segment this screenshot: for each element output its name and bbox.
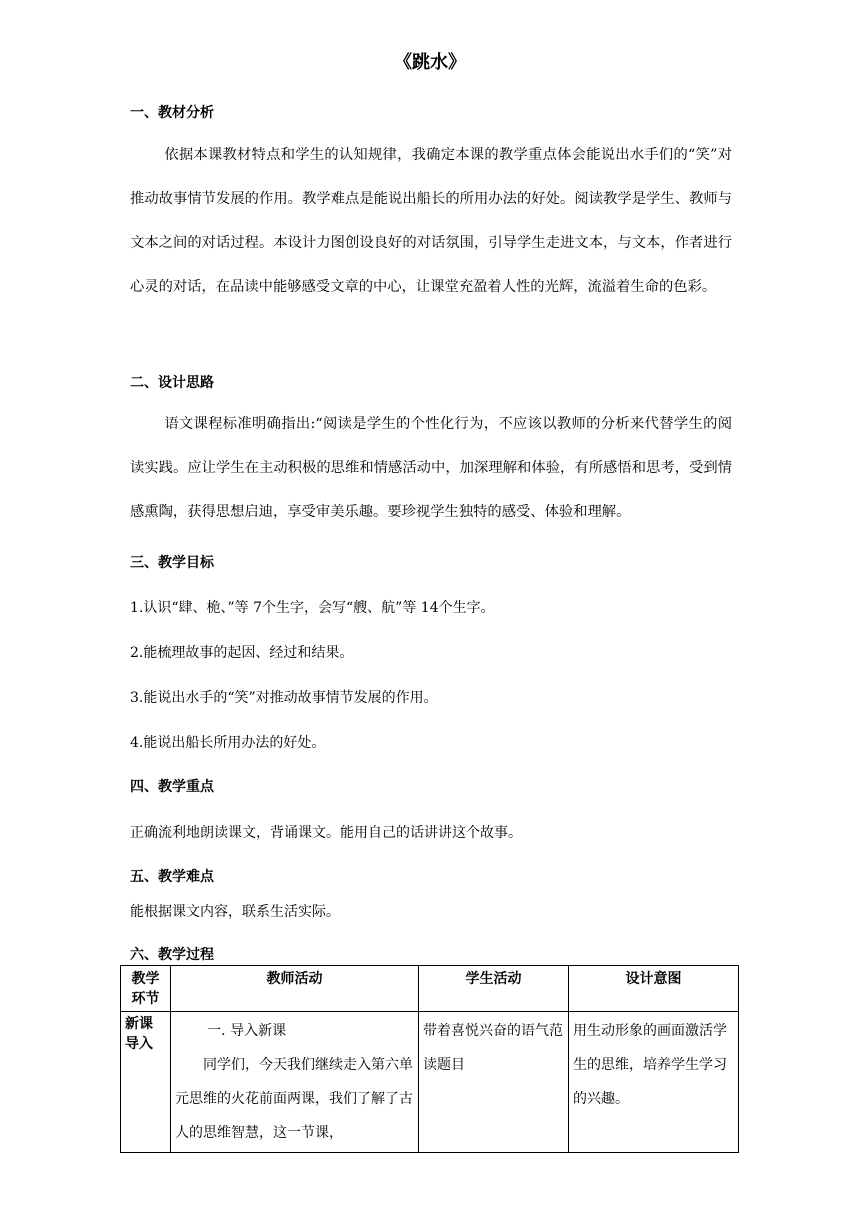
table-header-row — [121, 966, 739, 1012]
student-activity-cell: 带着喜悦兴奋的语气范读题目 — [419, 1012, 569, 1153]
design-intent-cell: 用生动形象的画面激活学生的思维，培养学生学习的兴趣。 — [569, 1012, 739, 1153]
section-heading-design: 二、设计思路 — [130, 375, 214, 391]
section-heading-difficulty: 五、教学难点 — [130, 869, 214, 885]
goal-item: 1.认识“肆、桅、”等 7个生字，会写“艘、航”等 14个生字。 — [130, 600, 495, 616]
table-row — [121, 1012, 739, 1153]
col-header-teacher: 教师活动 — [171, 966, 419, 1012]
goal-item: 2.能梳理故事的起因、经过和结果。 — [130, 645, 354, 661]
col-header-intent: 设计意图 — [569, 966, 739, 1012]
section-text-analysis: 依据本课教材特点和学生的认知规律，我确定本课的教学重点体会能说出水手们的“笑”对推动故事情节发展的作用。教学难点是能说出船长的所用办法的好处。阅读教学是学生、教师与文本之间的对话过程。本设计力图创设良好的对话氛围，引导学生走进文本，与文本，作者进行心灵的对话，在品读中能够感受文章的中心，让课堂充盈着人性的光辉，流溢着生命的色彩。 — [130, 147, 732, 295]
teacher-activity-subtitle: 一. 导入新课 — [207, 1023, 287, 1039]
stage-cell: 新课导入 — [121, 1012, 171, 1153]
section-heading-process: 六、教学过程 — [130, 947, 214, 963]
goal-item: 4.能说出船长所用办法的好处。 — [130, 735, 326, 751]
col-header-student: 学生活动 — [419, 966, 569, 1012]
section-heading-analysis: 一、教材分析 — [130, 105, 214, 121]
col-header-stage: 教学环节 — [121, 966, 171, 1012]
goal-item: 3.能说出水手的“笑”对推动故事情节发展的作用。 — [130, 690, 438, 706]
section-heading-goals: 三、教学目标 — [130, 555, 214, 571]
teacher-activity-cell — [171, 1012, 419, 1153]
section-text-keypoints: 正确流利地朗读课文，背诵课文。能用自己的话讲讲这个故事。 — [130, 825, 522, 841]
document-title: 《跳水》 — [394, 52, 466, 73]
section-heading-keypoints: 四、教学重点 — [130, 779, 214, 795]
teaching-process-table — [120, 965, 739, 1153]
section-text-difficulty: 能根据课文内容，联系生活实际。 — [130, 904, 340, 920]
teacher-activity-text: 同学们，今天我们继续走入第六单元思维的火花前面两课，我们了解了古人的思维智慧，这一节课， — [175, 1057, 413, 1141]
section-text-design: 语文课程标准明确指出:“阅读是学生的个性化行为，不应该以教师的分析来代替学生的阅读实践。应让学生在主动积极的思维和情感活动中，加深理解和体验，有所感悟和思考，受到情感熏陶，获得思想启迪，享受审美乐趣。要珍视学生独特的感受、体验和理解。 — [130, 416, 732, 520]
